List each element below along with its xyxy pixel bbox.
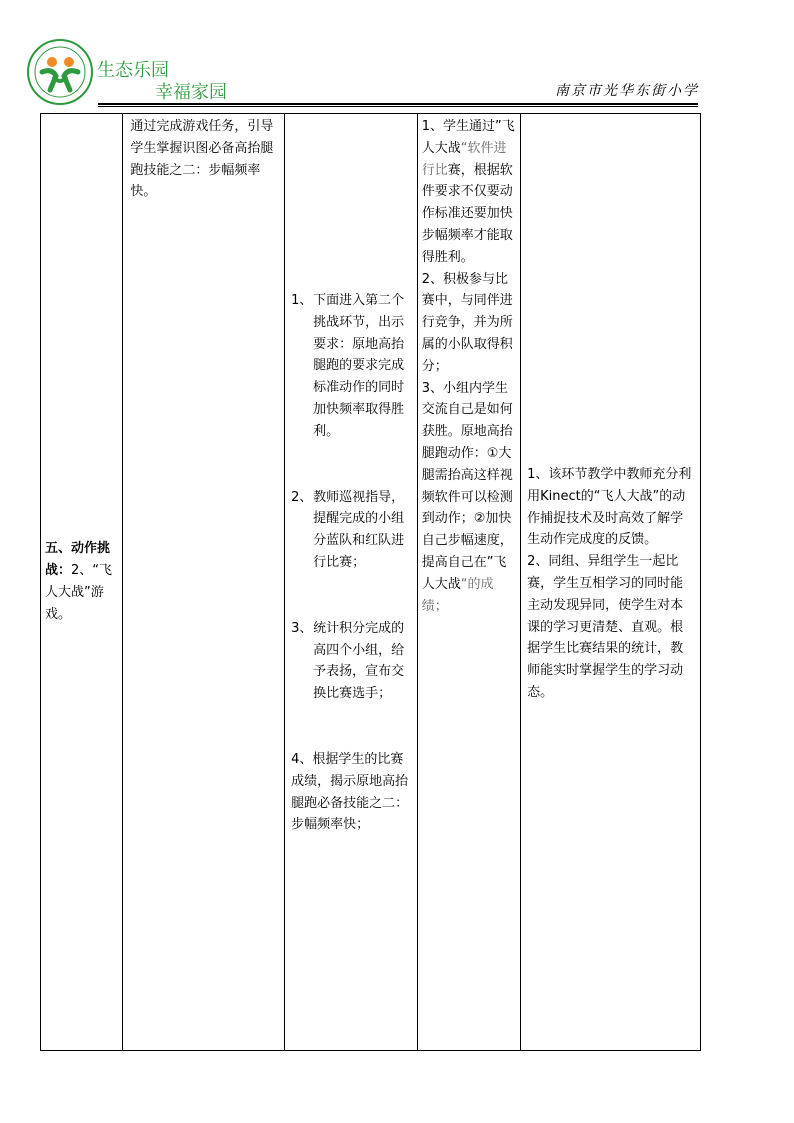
table-row <box>41 114 701 1051</box>
student-text: 1、学生通过”飞人大战 <box>421 119 515 156</box>
stage-cell <box>41 114 123 1051</box>
page-header <box>0 0 794 110</box>
step-text: 教师巡视指导，提醒完成的小组分蓝队和红队进行比赛； <box>313 489 405 570</box>
student-activity-2: 2、积极参与比赛中，与同伴进行竞争，并为所属的小队取得积分； <box>421 271 513 374</box>
brand-slogan-1: 生态乐园 <box>97 60 169 81</box>
step-number: 3、 <box>291 620 313 636</box>
step-text: 统计积分完成的高四个小组，给予表扬，宣布交换比赛选手； <box>313 620 405 702</box>
student-activity-cell <box>417 114 520 1051</box>
goal-text: 通过完成游戏任务，引导学生掌握识图必备高抬腿跑技能之二：步幅频率快。 <box>130 119 274 200</box>
step-text: 根据学生的比赛成绩，揭示原地高抬腿跑必备技能之二：步幅频率快； <box>291 751 409 833</box>
student-text: 3、小组内学生交流自己是如何获胜。原地高抬腿跑动作：①大腿需抬高这样视频软件可以检测到动作；②加快自己步幅速度，提高自己在”飞人大战 <box>421 380 513 592</box>
step-text: 下面进入第二个挑战环节，出示要求：原地高抬腿跑的要求完成标准动作的同时加快频率取得胜利。 <box>313 293 405 439</box>
teacher-activity-cell <box>285 114 418 1051</box>
intent-paragraph-2: 2、同组、异组学生一起比赛，学生互相学习的同时能主动发现异同，使学生对本课的学习更清楚、直观。根据学生比赛结果的统计，教师能实时掌握学生的学习动态。 <box>527 554 684 700</box>
school-name: 南京市光华东街小学 <box>555 83 699 99</box>
lesson-plan-table <box>40 113 701 1051</box>
school-emblem-icon <box>26 38 94 106</box>
stage-subtitle: 2、“飞人大战”游戏。 <box>45 563 113 622</box>
student-text-gray: “的成绩； <box>421 576 494 614</box>
student-activity-1 <box>422 116 516 269</box>
teacher-step <box>291 487 411 574</box>
step-number: 1、 <box>291 293 313 308</box>
student-text-gray: “软件进行比 <box>421 140 507 178</box>
brand-slogan-2: 幸福家园 <box>155 82 227 103</box>
intent-paragraph-1: 1、该环节教学中教师充分利用Kinect的“飞人大战”的动作捕捉技术及时高效了解学生动作完成度的反馈。 <box>527 467 692 548</box>
student-activity-3 <box>422 378 516 618</box>
header-divider-thin <box>98 106 698 107</box>
teacher-step <box>291 618 411 705</box>
step-number: 2、 <box>291 489 313 505</box>
stage-title: 五、动作挑战： <box>45 541 111 579</box>
goal-cell <box>123 114 285 1051</box>
header-divider <box>98 103 698 105</box>
design-intent-cell <box>521 114 701 1051</box>
step-number: 4、 <box>291 751 313 767</box>
student-text: 赛，根据软件要求不仅要动作标准还要加快步幅频率才能取得胜利。 <box>421 162 513 265</box>
teacher-step <box>291 749 411 836</box>
teacher-step <box>291 290 411 443</box>
